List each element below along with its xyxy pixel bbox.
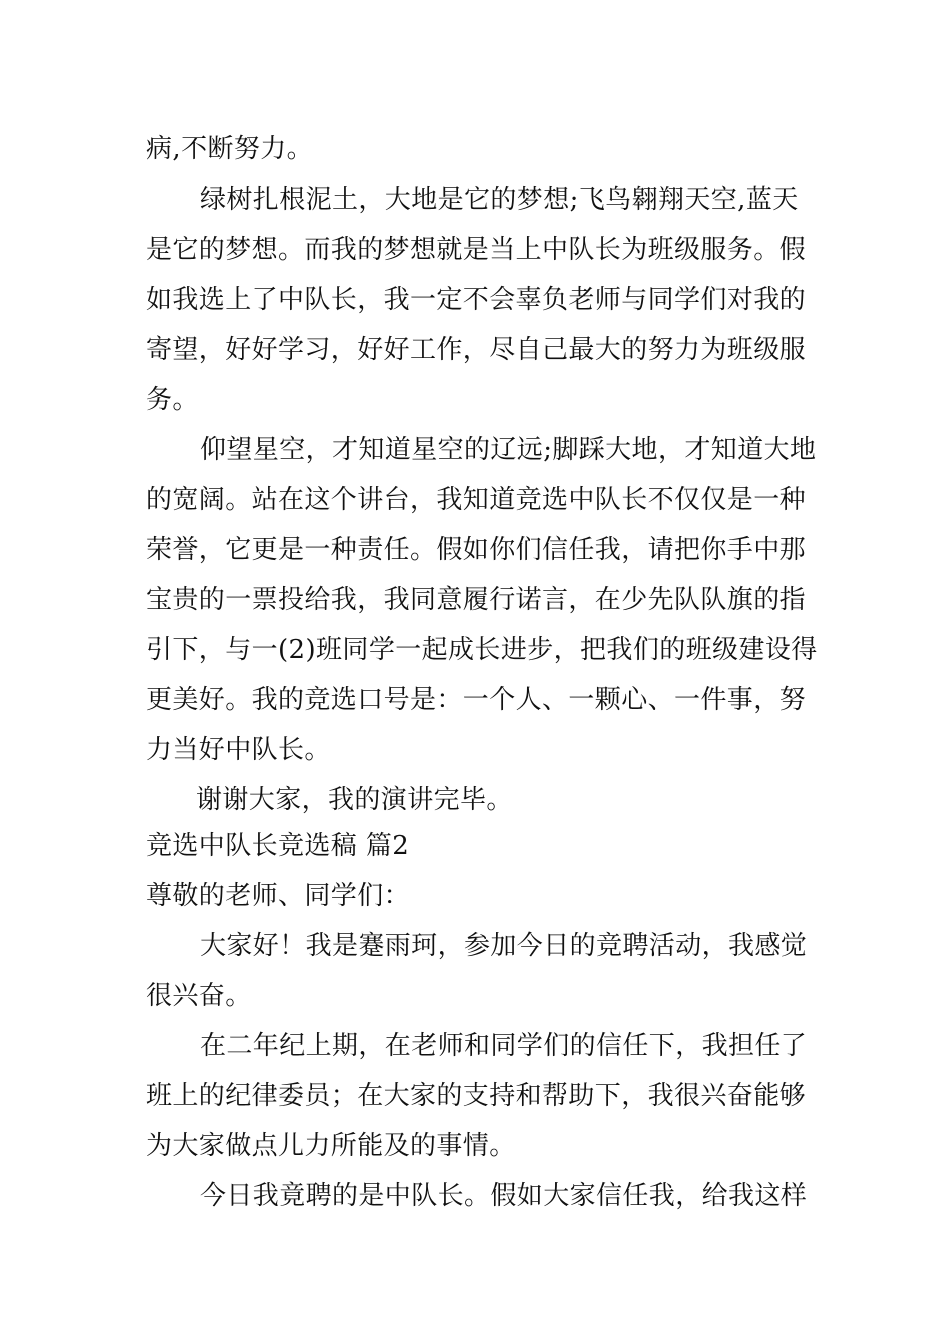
paragraph-line: 力当好中队长。 [146, 735, 331, 765]
paragraph-line: 今日我竟聘的是中队长。假如大家信任我，给我这样 [200, 1181, 808, 1211]
paragraph-line: 仰望星空，才知道星空的辽远;脚踩大地，才知道大地 [200, 435, 817, 465]
paragraph-line: 是它的梦想。而我的梦想就是当上中队长为班级服务。假 [146, 235, 807, 265]
paragraph-line: 很兴奋。 [146, 981, 252, 1011]
paragraph-line: 绿树扎根泥土，大地是它的梦想;飞鸟翱翔天空,蓝天 [200, 185, 799, 215]
paragraph-line: 为大家做点儿力所能及的事情。 [146, 1131, 516, 1161]
paragraph-line: 的宽阔。站在这个讲台，我知道竞选中队长不仅仅是一种 [146, 485, 807, 515]
paragraph-line: 荣誉，它更是一种责任。假如你们信任我，请把你手中那 [146, 535, 807, 565]
paragraph-line: 如我选上了中队长，我一定不会辜负老师与同学们对我的 [146, 285, 807, 315]
paragraph-line: 寄望，好好学习，好好工作，尽自己最大的努力为班级服 [146, 335, 807, 365]
paragraph-line: 宝贵的一票投给我，我同意履行诺言，在少先队队旗的指 [146, 585, 807, 615]
paragraph-line: 大家好！我是蹇雨珂，参加今日的竞聘活动，我感觉 [200, 931, 808, 961]
section-heading: 竞选中队长竞选稿 篇2 [146, 831, 410, 861]
paragraph-line: 更美好。我的竞选口号是：一个人、一颗心、一件事，努 [146, 685, 807, 715]
paragraph-line: 引下，与一(2)班同学一起成长进步，把我们的班级建设得 [146, 635, 818, 665]
salutation: 尊敬的老师、同学们： [146, 881, 411, 911]
paragraph-line: 务。 [146, 385, 199, 415]
paragraph-line: 在二年纪上期，在老师和同学们的信任下，我担任了 [200, 1031, 808, 1061]
paragraph-line: 班上的纪律委员；在大家的支持和帮助下，我很兴奋能够 [146, 1081, 807, 1111]
paragraph-line: 病,不断努力。 [146, 134, 314, 164]
closing-line: 谢谢大家，我的演讲完毕。 [196, 785, 513, 815]
